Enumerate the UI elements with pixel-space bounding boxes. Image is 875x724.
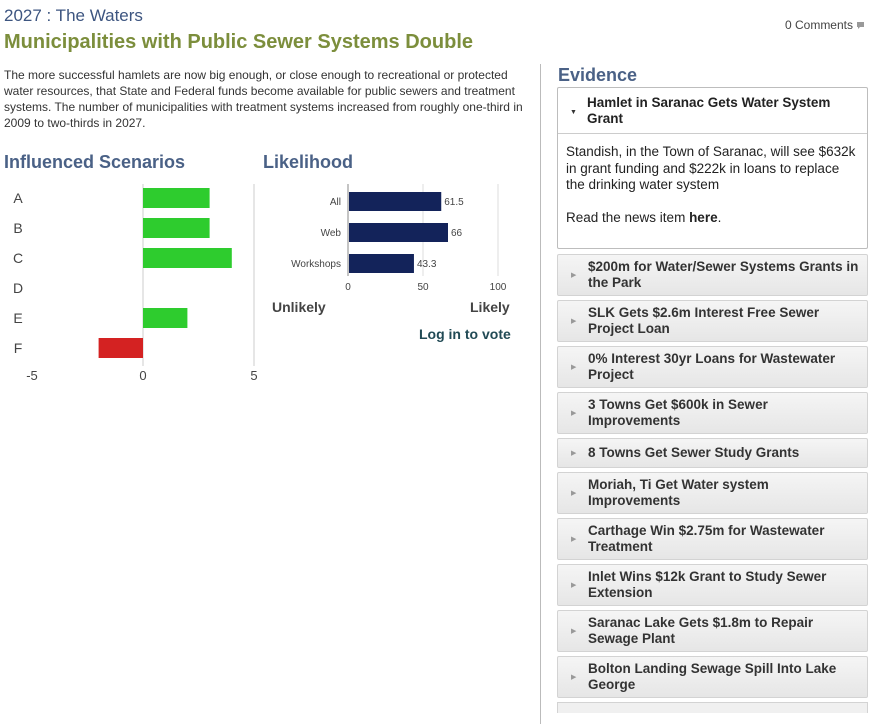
evidence-item-label: 3 Towns Get $600k in Sewer Improvements: [588, 397, 768, 428]
evidence-item[interactable]: [557, 656, 868, 698]
scenario-bar: [143, 248, 232, 268]
read-news-suffix: .: [717, 209, 722, 225]
influenced-scenarios-heading: Influenced Scenarios: [4, 152, 186, 172]
evidence-list: [557, 87, 868, 713]
news-item-line: [566, 210, 859, 227]
likelihood-x-tick-label: 100: [489, 282, 507, 293]
breadcrumb[interactable]: 2027 : The Waters: [4, 6, 143, 25]
likelihood-bar: [349, 254, 414, 273]
evidence-item[interactable]: [557, 564, 868, 606]
caret-right-icon: ▶: [571, 410, 577, 417]
evidence-item-label: Saranac Lake Gets $1.8m to Repair Sewage Plant: [588, 615, 814, 646]
caret-right-icon: ▶: [571, 582, 577, 589]
scenario-label: E: [13, 310, 23, 326]
scenario-bar: [143, 218, 210, 238]
likelihood-x-tick-label: 0: [345, 282, 351, 293]
evidence-item-title: Hamlet in Saranac Gets Water System Grant: [587, 95, 831, 126]
column-divider: [540, 64, 541, 724]
unlikely-label: Unlikely: [272, 299, 326, 315]
scenario-label: A: [13, 190, 23, 206]
evidence-item[interactable]: [557, 518, 868, 560]
likelihood-category-label: Web: [320, 228, 341, 239]
login-to-vote-link[interactable]: Log in to vote: [419, 326, 511, 342]
scenario-label: B: [13, 220, 23, 236]
likelihood-bar: [349, 192, 441, 211]
evidence-item-label: Moriah, Ti Get Water system Improvements: [588, 477, 769, 508]
scenario-label: F: [13, 340, 23, 356]
caret-right-icon: ▶: [571, 318, 577, 325]
comments-link[interactable]: [785, 18, 865, 32]
evidence-item[interactable]: [557, 254, 868, 296]
evidence-item[interactable]: [557, 346, 868, 388]
caret-right-icon: ▶: [571, 450, 577, 457]
likelihood-chart: [260, 180, 530, 295]
evidence-item-partial[interactable]: [557, 702, 868, 713]
evidence-item-label: 8 Towns Get Sewer Study Grants: [588, 445, 800, 460]
likelihood-category-label: All: [329, 197, 341, 208]
x-tick-label: 0: [139, 368, 147, 383]
x-tick-label: -5: [26, 368, 38, 383]
caret-right-icon: ▶: [571, 628, 577, 635]
evidence-item-label: Bolton Landing Sewage Spill Into Lake George: [588, 661, 837, 692]
caret-right-icon: ▶: [571, 536, 577, 543]
likelihood-value-label: 61.5: [444, 197, 464, 208]
evidence-item[interactable]: [557, 392, 868, 434]
caret-down-icon: ▼: [570, 109, 577, 116]
likelihood-category-label: Workshops: [291, 259, 341, 270]
scenario-label: D: [12, 280, 24, 296]
scenario-label: C: [12, 250, 24, 266]
evidence-item-body: [558, 134, 867, 248]
evidence-item-text: Standish, in the Town of Saranac, will see $632k in grant funding and $222k in loans to replace the drinking water system: [566, 144, 856, 192]
scenario-bar: [143, 188, 210, 208]
news-item-link[interactable]: here: [689, 209, 718, 225]
comments-count[interactable]: 0 Comments: [784, 18, 853, 32]
likelihood-bar: [349, 223, 448, 242]
read-news-prefix: Read the news item: [566, 209, 690, 225]
evidence-item-label: SLK Gets $2.6m Interest Free Sewer Project Loan: [588, 305, 820, 336]
scenario-bar: [143, 308, 187, 328]
page-title: Municipalities with Public Sewer Systems Double: [4, 31, 474, 53]
influenced-scenarios-chart: [0, 180, 262, 385]
evidence-item[interactable]: [557, 610, 868, 652]
x-tick-label: 5: [250, 368, 258, 383]
caret-right-icon: ▶: [571, 490, 577, 497]
speech-bubble-icon: [856, 21, 865, 30]
likelihood-x-tick-label: 50: [417, 282, 429, 293]
evidence-item-expanded: [557, 87, 868, 249]
evidence-item-header[interactable]: [558, 88, 867, 134]
evidence-item[interactable]: [557, 438, 868, 468]
evidence-item-label: 0% Interest 30yr Loans for Wastewater Project: [588, 351, 836, 382]
likely-label: Likely: [470, 299, 510, 315]
evidence-item-label: Carthage Win $2.75m for Wastewater Treatment: [588, 523, 825, 554]
likelihood-value-label: 43.3: [416, 259, 437, 270]
evidence-item-label: $200m for Water/Sewer Systems Grants in the Park: [588, 259, 859, 290]
caret-right-icon: ▶: [571, 364, 577, 371]
evidence-item-label: Inlet Wins $12k Grant to Study Sewer Extension: [588, 569, 827, 600]
scenario-bar: [99, 338, 143, 358]
caret-right-icon: ▶: [571, 272, 577, 279]
evidence-heading: Evidence: [558, 65, 638, 85]
caret-right-icon: ▶: [571, 674, 577, 681]
evidence-item[interactable]: [557, 472, 868, 514]
description: The more successful hamlets are now big enough, or close enough to recreational or protected water resources, that State and Federal funds become available for public sewers and treatment systems. The number of municipalities with treatment systems increased from roughly one-third in 2009 to two-thirds in 2027.: [4, 68, 523, 130]
likelihood-value-label: 66: [451, 228, 463, 239]
evidence-item[interactable]: [557, 300, 868, 342]
likelihood-heading: Likelihood: [263, 152, 353, 172]
